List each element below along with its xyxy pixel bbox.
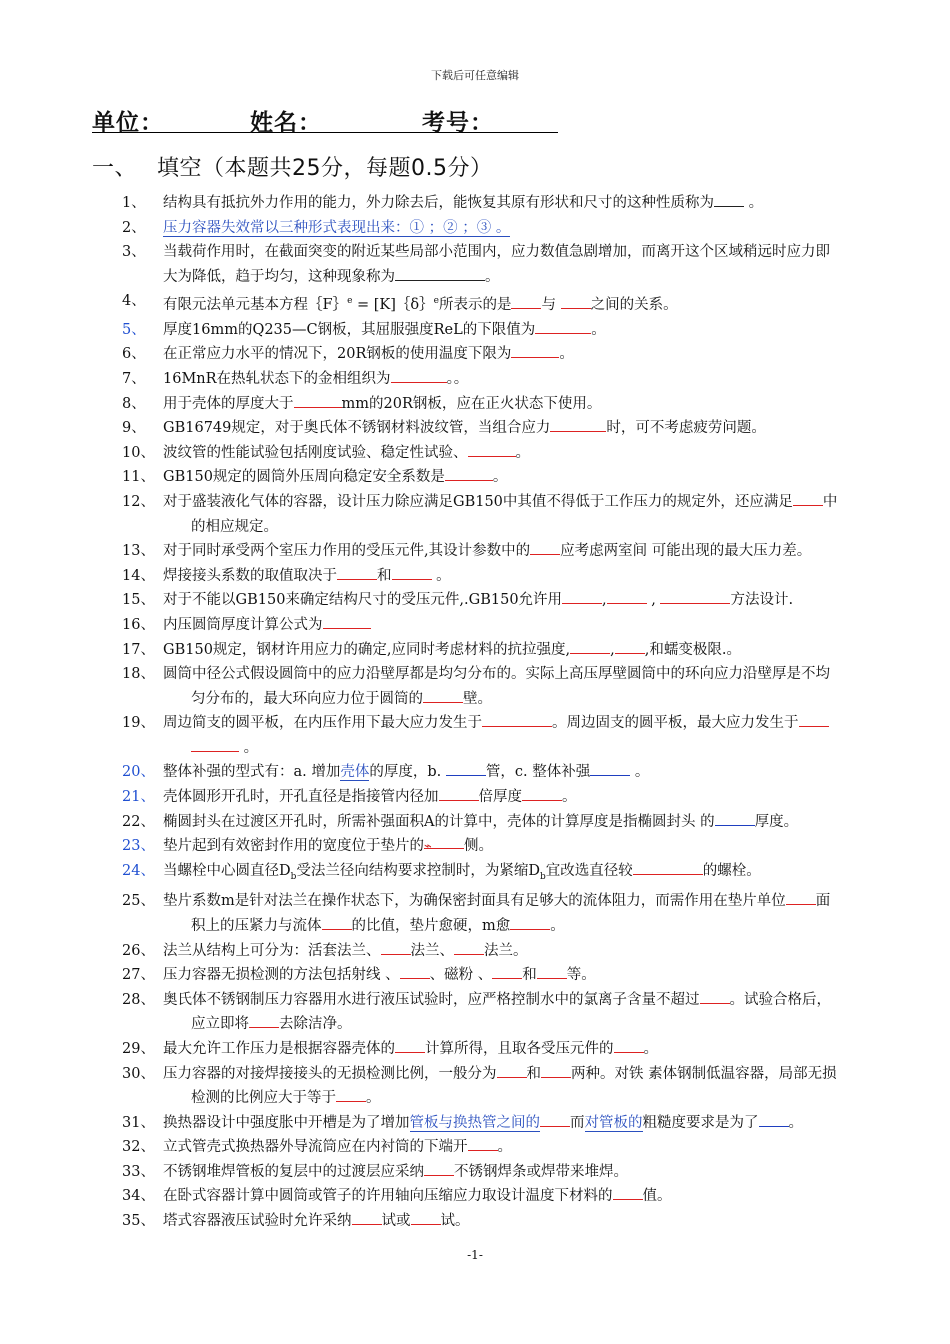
answer-blank[interactable] <box>395 1038 425 1053</box>
answer-blank[interactable] <box>535 319 591 334</box>
question-27: 27、 压力容器无损检测的方法包括射线 、 、磁粉 、 和 等。 <box>0 963 950 988</box>
section-heading: 填空（本题共25分，每题0.5分） <box>157 156 493 181</box>
answer-blank[interactable] <box>446 761 486 776</box>
answer-blank[interactable] <box>424 1161 454 1176</box>
question-29: 29、 最大允许工作压力是根据容器壳体的 计算所得，且取各受压元件的 。 <box>0 1037 950 1062</box>
answer-blank[interactable] <box>510 915 550 930</box>
answer-blank[interactable] <box>492 964 522 979</box>
answer-blank[interactable] <box>522 786 562 801</box>
answer-blank[interactable] <box>714 192 744 207</box>
answer-blank[interactable] <box>759 1112 789 1127</box>
header-note: 下载后可任意编辑 <box>431 69 519 82</box>
answer-blank[interactable] <box>439 786 479 801</box>
answer-blank[interactable] <box>352 1210 382 1225</box>
question-3: 3、 当载荷作用时，在截面突变的附近某些局部小范围内，应力数值急剧增加，而离开这个区域稍远时应力即 大为降低，趋于均匀，这种现象称为 。 <box>122 244 830 285</box>
answer-blank[interactable] <box>294 393 342 408</box>
question-15: 15、 对于不能以GB150来确定结构尺寸的受压元件,.GB150允许用 , , 方法设计. <box>0 588 950 613</box>
question-17: 17、 GB150规定，钢材许用应力的确定,应同时考虑材料的抗拉强度, , ,和蠕变极限.。 <box>0 638 950 663</box>
answer-blank[interactable] <box>323 614 371 629</box>
answer-blank[interactable] <box>337 565 377 580</box>
answer-blank[interactable] <box>561 294 591 309</box>
answer-blank[interactable] <box>613 1185 643 1200</box>
question-11: 11、 GB150规定的圆筒外压周向稳定安全系数是 。 <box>0 465 950 490</box>
answer-blank[interactable] <box>511 294 541 309</box>
section-number: 一、 <box>92 156 138 181</box>
question-31: 31、 换热器设计中强度胀中开槽是为了增加管板与换热管之间的 而对管板的粗糙度要求是为了 。 <box>0 1111 950 1136</box>
question-32: 32、 立式管壳式换热器外导流筒应在内衬筒的下端开 。 <box>0 1135 950 1160</box>
answer-blank[interactable] <box>786 890 816 905</box>
answer-blank[interactable] <box>715 811 755 826</box>
question-8: 8、 用于壳体的厚度大于 mm的20R钢板，应在正火状态下使用。 <box>0 392 950 417</box>
id-label: 考号： <box>422 110 494 136</box>
question-26: 26、 法兰从结构上可分为：活套法兰、 法兰、 法兰。 <box>0 939 950 964</box>
answer-blank[interactable] <box>423 688 463 703</box>
answer-blank[interactable] <box>607 589 647 604</box>
answer-blank[interactable] <box>530 540 560 555</box>
answer-blank[interactable] <box>411 1210 441 1225</box>
answer-blank[interactable] <box>424 834 464 855</box>
question-23: 23、 垫片起到有效密封作用的宽度位于垫片的⌁ 侧。 <box>0 834 950 859</box>
answer-blank[interactable] <box>633 860 703 875</box>
question-16: 16、 内压圆筒厚度计算公式为 <box>0 613 950 638</box>
question-7: 7、 16MnR在热轧状态下的金相组织为 。。 <box>0 367 950 392</box>
answer-blank[interactable] <box>537 964 567 979</box>
question-33: 33、 不锈钢堆焊管板的复层中的过渡层应采纳 不锈钢焊条或焊带来堆焊。 <box>0 1160 950 1185</box>
question-35: 35、 塔式容器液压试验时允许采纳 试或 试。 <box>0 1209 950 1234</box>
answer-blank[interactable] <box>191 737 239 752</box>
question-2: 2、 压力容器失效常以三种形式表现出来：① ；② ；③ 。 <box>122 219 511 236</box>
question-21: 21、 壳体圆形开孔时，开孔直径是指接管内径加 倍厚度 。 <box>0 785 950 810</box>
answer-blank[interactable] <box>468 442 516 457</box>
answer-blank[interactable] <box>660 589 730 604</box>
answer-blank[interactable] <box>541 1063 571 1078</box>
answer-blank[interactable] <box>400 964 430 979</box>
answer-blank[interactable] <box>482 712 552 727</box>
scribble-mark: ⌁ <box>424 839 432 855</box>
answer-blank[interactable] <box>614 1038 644 1053</box>
answer-blank[interactable] <box>570 639 610 654</box>
answer-blank[interactable] <box>391 368 447 383</box>
answer-blank[interactable] <box>468 1136 498 1151</box>
answer-blank[interactable] <box>562 589 602 604</box>
question-14: 14、 焊接接头系数的取值取决于 和 。 <box>0 564 950 589</box>
question-34: 34、 在卧式容器计算中圆筒或管子的许用轴向压缩应力取设计温度下材料的 值。 <box>0 1184 950 1209</box>
answer-blank[interactable] <box>799 712 829 727</box>
question-4: 4、 有限元法单元基本方程｛F｝$^e$ = [K]｛δ｝$^e$所表示的是 与 之间的关系。 <box>122 293 678 314</box>
answer-blank[interactable] <box>497 1063 527 1078</box>
info-line <box>92 104 558 136</box>
question-5: 5、 厚度16mm的Q235—C钢板，其屈服强度ReL的下限值为 。 <box>0 318 950 343</box>
question-18: 18、 圆筒中径公式假设圆筒中的应力沿壁厚都是均匀分布的。实际上高压厚壁圆筒中的环向应力沿壁厚是不均 匀分布的，最大环向应力位于圆筒的 壁。 <box>122 666 830 707</box>
answer-blank[interactable] <box>511 343 559 358</box>
answer-blank[interactable] <box>395 266 485 281</box>
question-22: 22、 椭圆封头在过渡区开孔时，所需补强面积A的计算中，壳体的计算厚度是指椭圆封头 的 厚度。 <box>0 810 950 835</box>
answer-blank[interactable] <box>445 466 493 481</box>
answer-blank[interactable] <box>590 761 630 776</box>
name-label: 姓名： <box>250 110 322 136</box>
unit-label: 单位： <box>92 110 164 136</box>
section-title <box>92 151 492 182</box>
question-25: 25、 垫片系数m是针对法兰在操作状态下，为确保密封面具有足够大的流体阻力，而需作用在垫片单位 面 积上的压紧力与流体 的比值，垫片愈硬，m愈 。 <box>0 889 950 938</box>
page-number: -1- <box>467 1248 483 1262</box>
answer-blank[interactable] <box>700 989 730 1004</box>
answer-blank[interactable] <box>249 1013 279 1028</box>
question-28: 28、 奥氏体不锈钢制压力容器用水进行液压试验时，应严格控制水中的氯离子含量不超过 。试验合格后， 应立即将 去除洁净。 <box>0 988 950 1037</box>
question-19: 19、 周边简支的圆平板，在内压作用下最大应力发生于 。周边固支的圆平板，最大应力发生于 。 <box>0 711 950 760</box>
question-24: 24、 当螺栓中心圆直径$D_b$受法兰径向结构要求控制时，为紧缩$D_b$宜改选直径较 的螺栓。 <box>0 859 950 889</box>
answer-blank[interactable] <box>615 639 645 654</box>
question-20: 20、 整体补强的型式有：a. 增加壳体的厚度，b. 管，c. 整体补强 。 <box>0 760 950 785</box>
answer-blank[interactable] <box>381 940 411 955</box>
answer-blank[interactable] <box>322 915 352 930</box>
answer-blank[interactable] <box>454 940 484 955</box>
question-10: 10、 波纹管的性能试验包括刚度试验、稳定性试验、 。 <box>0 441 950 466</box>
answer-blank[interactable] <box>793 491 823 506</box>
answer-blank[interactable] <box>336 1087 366 1102</box>
question-13: 13、 对于同时承受两个室压力作用的受压元件,其设计参数中的 应考虑两室间 可能出现的最大压力差。 <box>0 539 950 564</box>
question-9: 9、 GB16749规定，对于奥氏体不锈钢材料波纹管，当组合应力 时，可不考虑疲劳问题。 <box>0 416 950 441</box>
answer-blank[interactable] <box>540 1112 570 1127</box>
question-list <box>0 191 950 1234</box>
question-6: 6、 在正常应力水平的情况下，20R钢板的使用温度下限为 。 <box>0 342 950 367</box>
answer-blank[interactable] <box>392 565 432 580</box>
question-1: 1、 结构具有抵抗外力作用的能力，外力除去后，能恢复其原有形状和尺寸的这种性质称为 。 <box>0 191 950 216</box>
question-12: 12、 对于盛装液化气体的容器，设计压力除应满足GB150中其值不得低于工作压力的规定外，还应满足 中 的相应规定。 <box>0 490 950 539</box>
answer-blank[interactable] <box>550 417 606 432</box>
question-30: 30、 压力容器的对接焊接接头的无损检测比例，一般分为 和 两种。对铁 素体钢制低温容器，局部无损 检测的比例应大于等于 。 <box>0 1062 950 1111</box>
